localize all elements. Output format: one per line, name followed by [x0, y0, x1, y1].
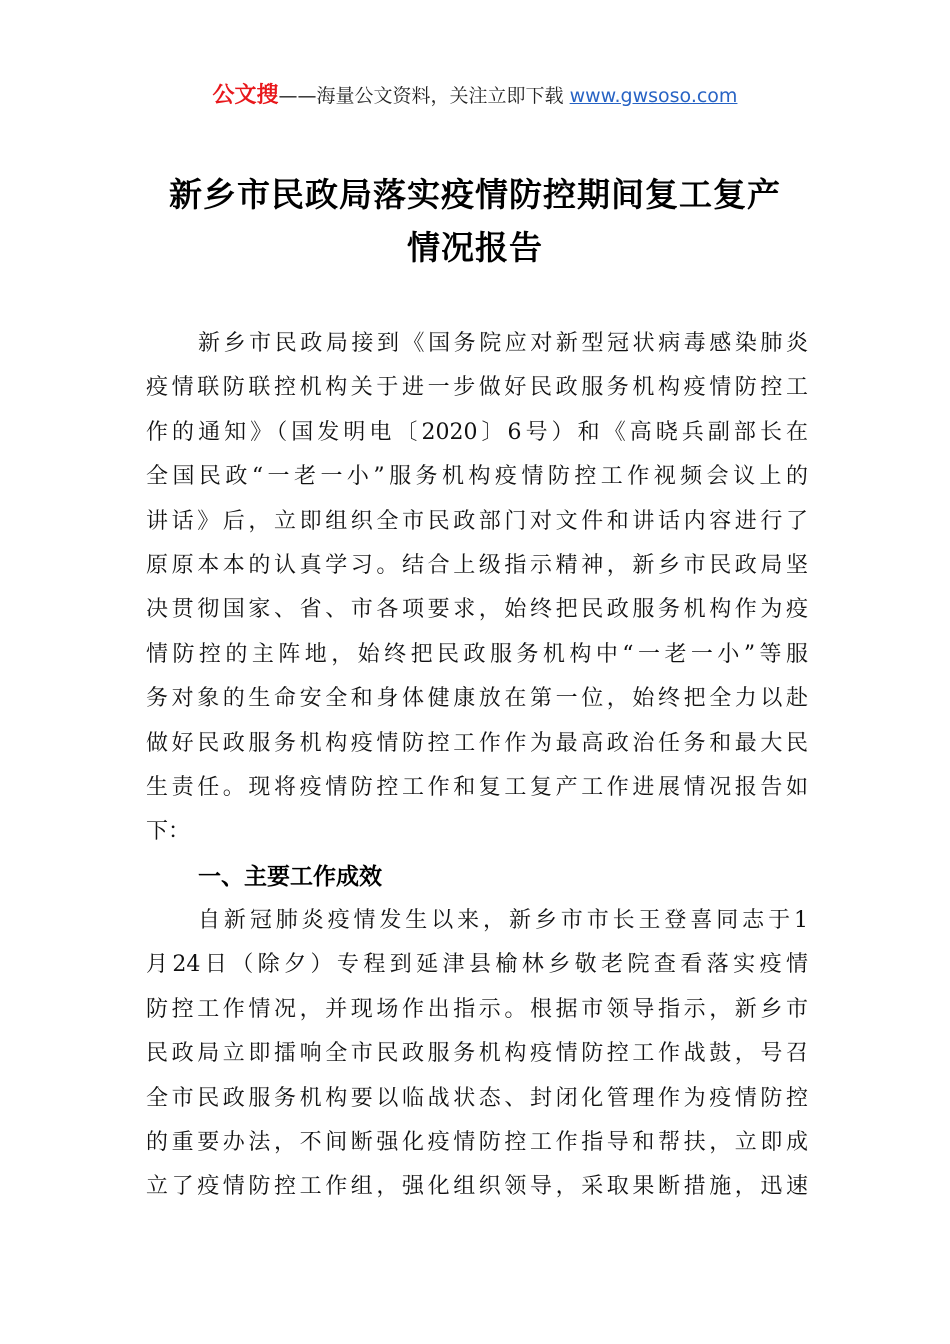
text-line: 全市民政服务机构要以临战状态、封闭化管理作为疫情防控	[146, 1085, 808, 1111]
paragraph-intro	[146, 322, 808, 855]
text-line: 民政局立即擂响全市民政服务机构疫情防控工作战鼓，号召	[146, 1041, 808, 1067]
title-line-2: 情况报告	[407, 228, 543, 267]
brand-logo-text: 公文搜	[212, 83, 279, 108]
text-line: 全国民政“一老一小”服务机构疫情防控工作视频会议上的	[146, 464, 808, 490]
text-line: 原原本本的认真学习。结合上级指示精神，新乡市民政局坚	[146, 552, 808, 578]
text-line: 新乡市民政局接到《国务院应对新型冠状病毒感染肺炎	[198, 331, 808, 356]
document-body	[146, 322, 808, 1210]
text-line: 情防控的主阵地，始终把民政服务机构中“一老一小”等服	[146, 641, 808, 667]
text-line: 务对象的生命安全和身体健康放在第一位，始终把全力以赴	[146, 686, 808, 712]
text-line: 立了疫情防控工作组，强化组织领导，采取果断措施，迅速	[146, 1174, 808, 1200]
document-title	[100, 168, 850, 274]
watermark-header	[0, 80, 950, 112]
text-line: 月24日（除夕）专程到延津县榆林乡敬老院查看落实疫情	[146, 952, 808, 978]
title-line-1: 新乡市民政局落实疫情防控期间复工复产	[169, 175, 781, 214]
text-line: 的重要办法，不间断强化疫情防控工作指导和帮扶，立即成	[146, 1130, 808, 1156]
text-line: 下：	[146, 819, 191, 845]
text-line: 决贯彻国家、省、市各项要求，始终把民政服务机构作为疫	[146, 597, 808, 623]
text-line: 生责任。现将疫情防控工作和复工复产工作进展情况报告如	[146, 774, 808, 800]
text-line: 讲话》后，立即组织全市民政部门对文件和讲话内容进行了	[146, 508, 808, 534]
text-line: 做好民政服务机构疫情防控工作作为最高政治任务和最大民	[146, 730, 808, 756]
header-tagline: ——海量公文资料，关注立即下载	[278, 85, 570, 107]
paragraph-section1	[146, 899, 808, 1210]
section-heading: 一、主要工作成效	[198, 863, 382, 890]
text-line: 疫情联防联控机构关于进一步做好民政服务机构疫情防控工	[146, 375, 808, 401]
text-line: 作的通知》（国发明电〔2020〕6号）和《高晓兵副部长在	[146, 419, 808, 445]
text-line: 防控工作情况，并现场作出指示。根据市领导指示，新乡市	[146, 996, 808, 1022]
website-link[interactable]: www.gwsoso.com	[569, 85, 738, 107]
text-line: 自新冠肺炎疫情发生以来，新乡市市长王登喜同志于1	[198, 908, 808, 934]
